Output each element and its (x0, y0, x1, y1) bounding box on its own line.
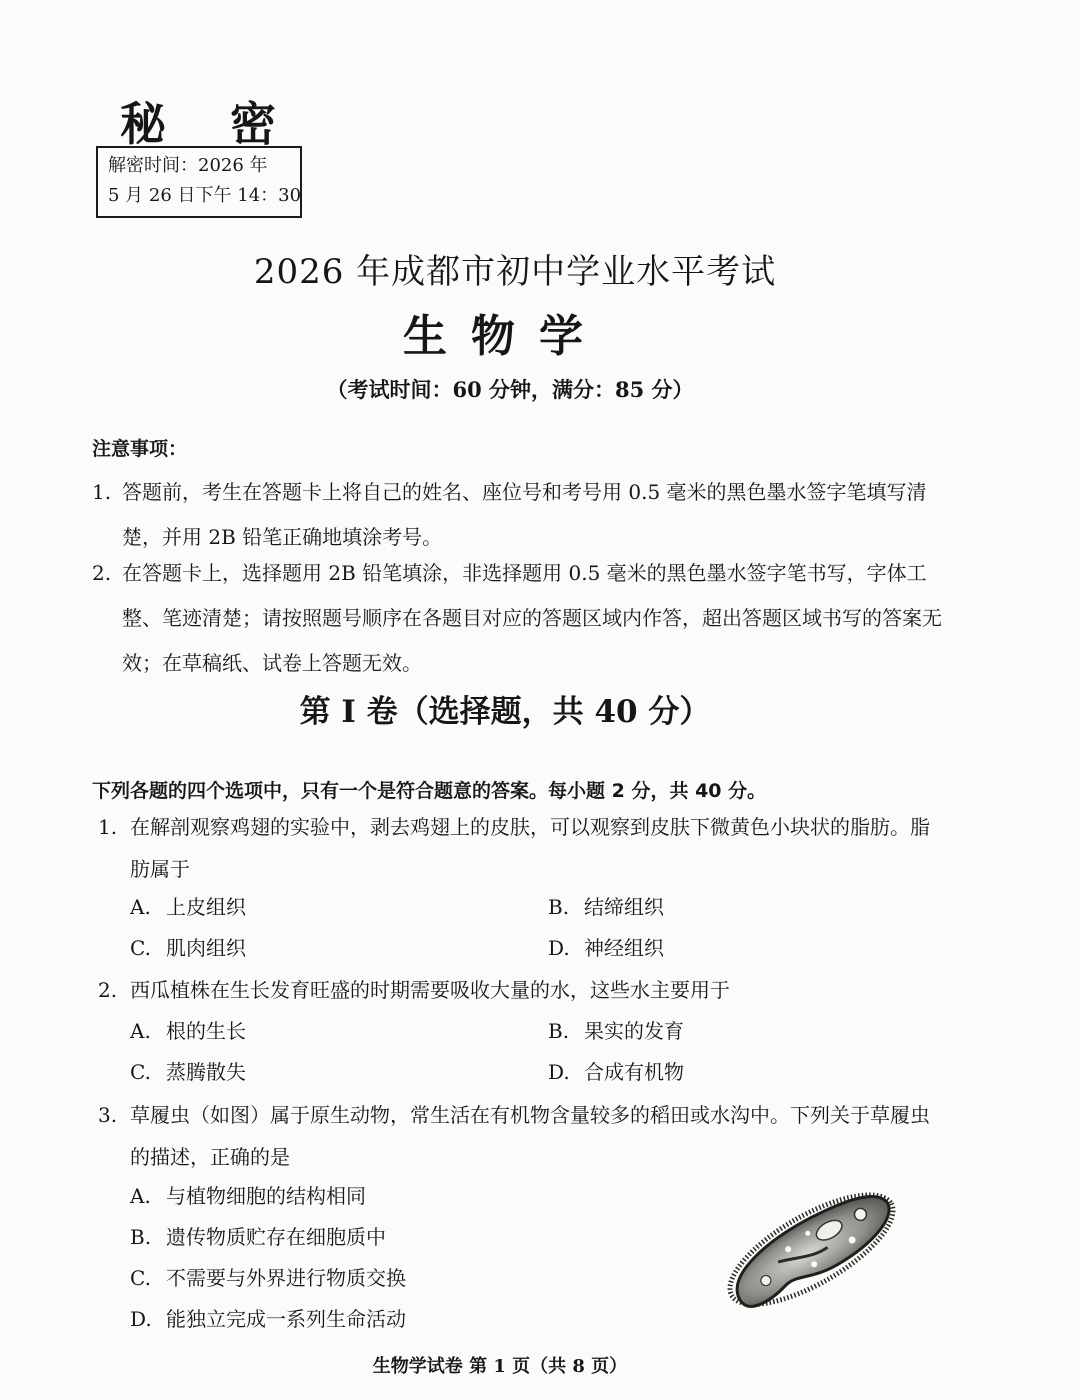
option-a: A. 根的生长 (130, 1019, 246, 1043)
option-d: D. 合成有机物 (548, 1060, 684, 1084)
option-b: B. 遗传物质贮存在细胞质中 (130, 1225, 386, 1249)
question-stem (98, 1094, 938, 1178)
notice-item-text: 在答题卡上，选择题用 2B 铅笔填涂，非选择题用 0.5 毫米的黑色墨水签字笔书写，字体工整、笔迹清楚；请按照题号顺序在各题目对应的答题区域内作答，超出答题区域书写的答案无效；在草稿纸、试卷上答题无效。 (122, 561, 942, 675)
option-a: A. 上皮组织 (130, 895, 246, 919)
section-title: 第 I 卷（选择题，共 40 分） (299, 694, 711, 730)
secret-mark (120, 88, 278, 154)
exam-duration-score: （考试时间：60 分钟，满分：85 分） (326, 377, 694, 402)
question-number: 1. (98, 815, 118, 839)
question-number: 2. (98, 978, 118, 1002)
section-instruction: 下列各题的四个选项中，只有一个是符合题意的答案。每小题 2 分，共 40 分。 (92, 780, 767, 802)
question-text: 西瓜植株在生长发育旺盛的时期需要吸收大量的水，这些水主要用于 (130, 978, 730, 1002)
option-a: A. 与植物细胞的结构相同 (130, 1184, 366, 1208)
notice-heading: 注意事项： (92, 438, 188, 460)
option-b: B. 结缔组织 (548, 895, 664, 919)
secret-char-2: 密 (230, 97, 278, 151)
question-stem (98, 806, 938, 890)
option-c: C. 蒸腾散失 (130, 1060, 246, 1084)
page-footer: 生物学试卷 第 1 页（共 8 页） (372, 1356, 628, 1377)
option-d: D. 神经组织 (548, 936, 664, 960)
option-b: B. 果实的发育 (548, 1019, 684, 1043)
notice-item-text: 答题前，考生在答题卡上将自己的姓名、座位号和考号用 0.5 毫米的黑色墨水签字笔填写清楚，并用 2B 铅笔正确地填涂考号。 (122, 480, 927, 549)
declassify-time-box (96, 146, 302, 218)
subject-title: 生物学 (403, 311, 607, 362)
notice-item-number: 2. (92, 561, 112, 585)
question-stem (98, 969, 938, 1011)
exam-title: 2026 年成都市初中学业水平考试 (253, 252, 777, 292)
paramecium-illustration (715, 1172, 905, 1322)
option-c: C. 不需要与外界进行物质交换 (130, 1266, 406, 1290)
question-number: 3. (98, 1103, 118, 1127)
notice-item (92, 470, 942, 560)
declassify-line-1: 解密时间：2026 年 (108, 155, 268, 176)
secret-char-1: 秘 (120, 97, 168, 151)
option-c: C. 肌肉组织 (130, 936, 246, 960)
notice-item-number: 1. (92, 480, 112, 504)
question-text: 草履虫（如图）属于原生动物，常生活在有机物含量较多的稻田或水沟中。下列关于草履虫的描述，正确的是 (130, 1103, 930, 1169)
option-d: D. 能独立完成一系列生命活动 (130, 1307, 406, 1331)
question-text: 在解剖观察鸡翅的实验中，剥去鸡翅上的皮肤，可以观察到皮肤下微黄色小块状的脂肪。脂肪属于 (130, 815, 930, 881)
declassify-line-2: 5 月 26 日下午 14：30 (108, 185, 302, 206)
notice-item (92, 551, 942, 686)
